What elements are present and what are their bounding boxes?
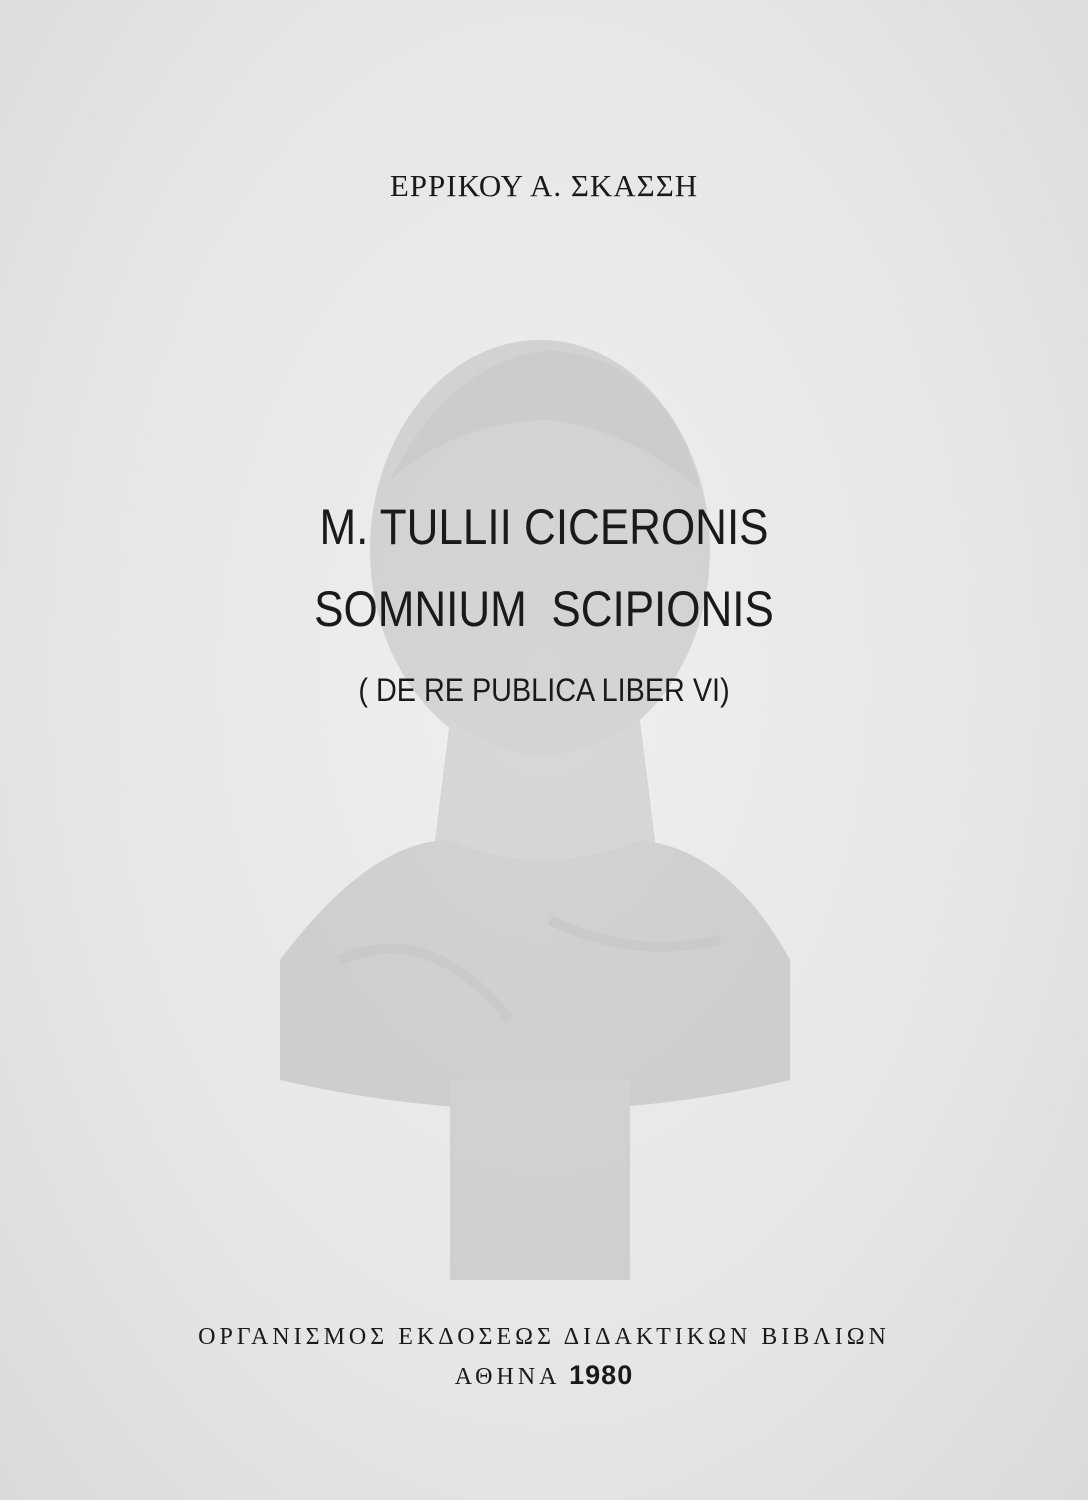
author-name: ΕΡΡΙΚΟΥ Α. ΣΚΑΣΣΗ [389, 168, 699, 203]
book-subtitle: ( DE RE PUBLICA LIBER VI) [358, 672, 730, 708]
publication-year: 1980 [569, 1360, 634, 1390]
publisher-name: ΟΡΓΑΝΙΣΜΟΣ ΕΚΔΟΣΕΩΣ ΔΙΔΑΚΤΙΚΩΝ ΒΙΒΛΙΩΝ [198, 1324, 890, 1350]
book-title-line-2: SOMNIUM SCIPIONIS [314, 581, 774, 637]
imprint-line [0, 1360, 1088, 1391]
publication-place: ΑΘΗΝΑ [454, 1364, 560, 1390]
bust-portrait-icon [250, 320, 810, 1280]
book-title-line-1: M. TULLII CICERONIS [319, 499, 769, 555]
